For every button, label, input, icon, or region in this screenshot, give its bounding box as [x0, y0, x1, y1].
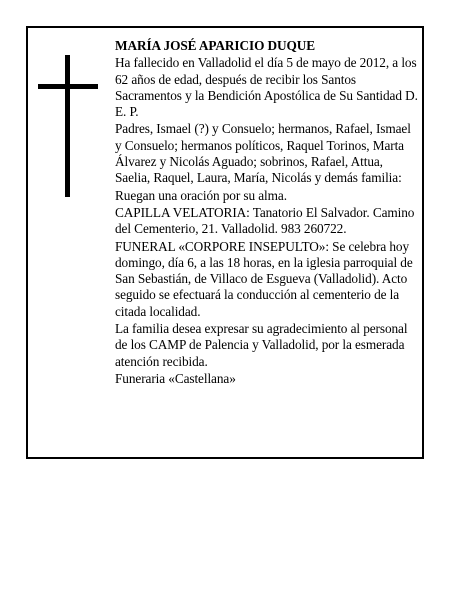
deceased-name: MARÍA JOSÉ APARICIO DUQUE	[115, 38, 316, 53]
cross-vertical-bar	[65, 55, 70, 197]
funeral-home: Funeraria «Castellana»	[115, 370, 236, 386]
obituary-text	[115, 38, 419, 388]
prayer-request: Ruegan una oración por su alma.	[115, 187, 287, 203]
family-thanks: La familia desea expresar su agradecimiento al personal de los CAMP de Palencia y Valladolid, por la esmerada atención recibida.	[115, 321, 408, 369]
wake-chapel-info: CAPILLA VELATORIA: Tanatorio El Salvador. Camino del Cementerio, 21. Valladolid. 983 260722.	[115, 204, 415, 237]
funeral-info: FUNERAL «CORPORE INSEPULTO»: Se celebra hoy domingo, día 6, a las 18 horas, en la iglesia parroquial de San Sebastián, de Villaco de Esgueva (Valladolid). Acto seguido se efectuará la conducción al cementerio de la citada localidad.	[115, 238, 413, 319]
cross-horizontal-bar	[38, 84, 98, 89]
cross-icon	[38, 55, 98, 197]
family-list: Padres, Ismael (?) y Consuelo; hermanos, Rafael, Ismael y Consuelo; hermanos políticos, Raquel Torinos, Marta Álvarez y Nicolás Aguado; sobrinos, Rafael, Attua, Saelia, Raquel, Laura, María, Nicolás y demás familia:	[115, 121, 411, 186]
death-announcement: Ha fallecido en Valladolid el día 5 de mayo de 2012, a los 62 años de edad, después de recibir los Santos Sacramentos y la Bendición Apostólica de Su Santidad D. E. P.	[115, 55, 418, 120]
